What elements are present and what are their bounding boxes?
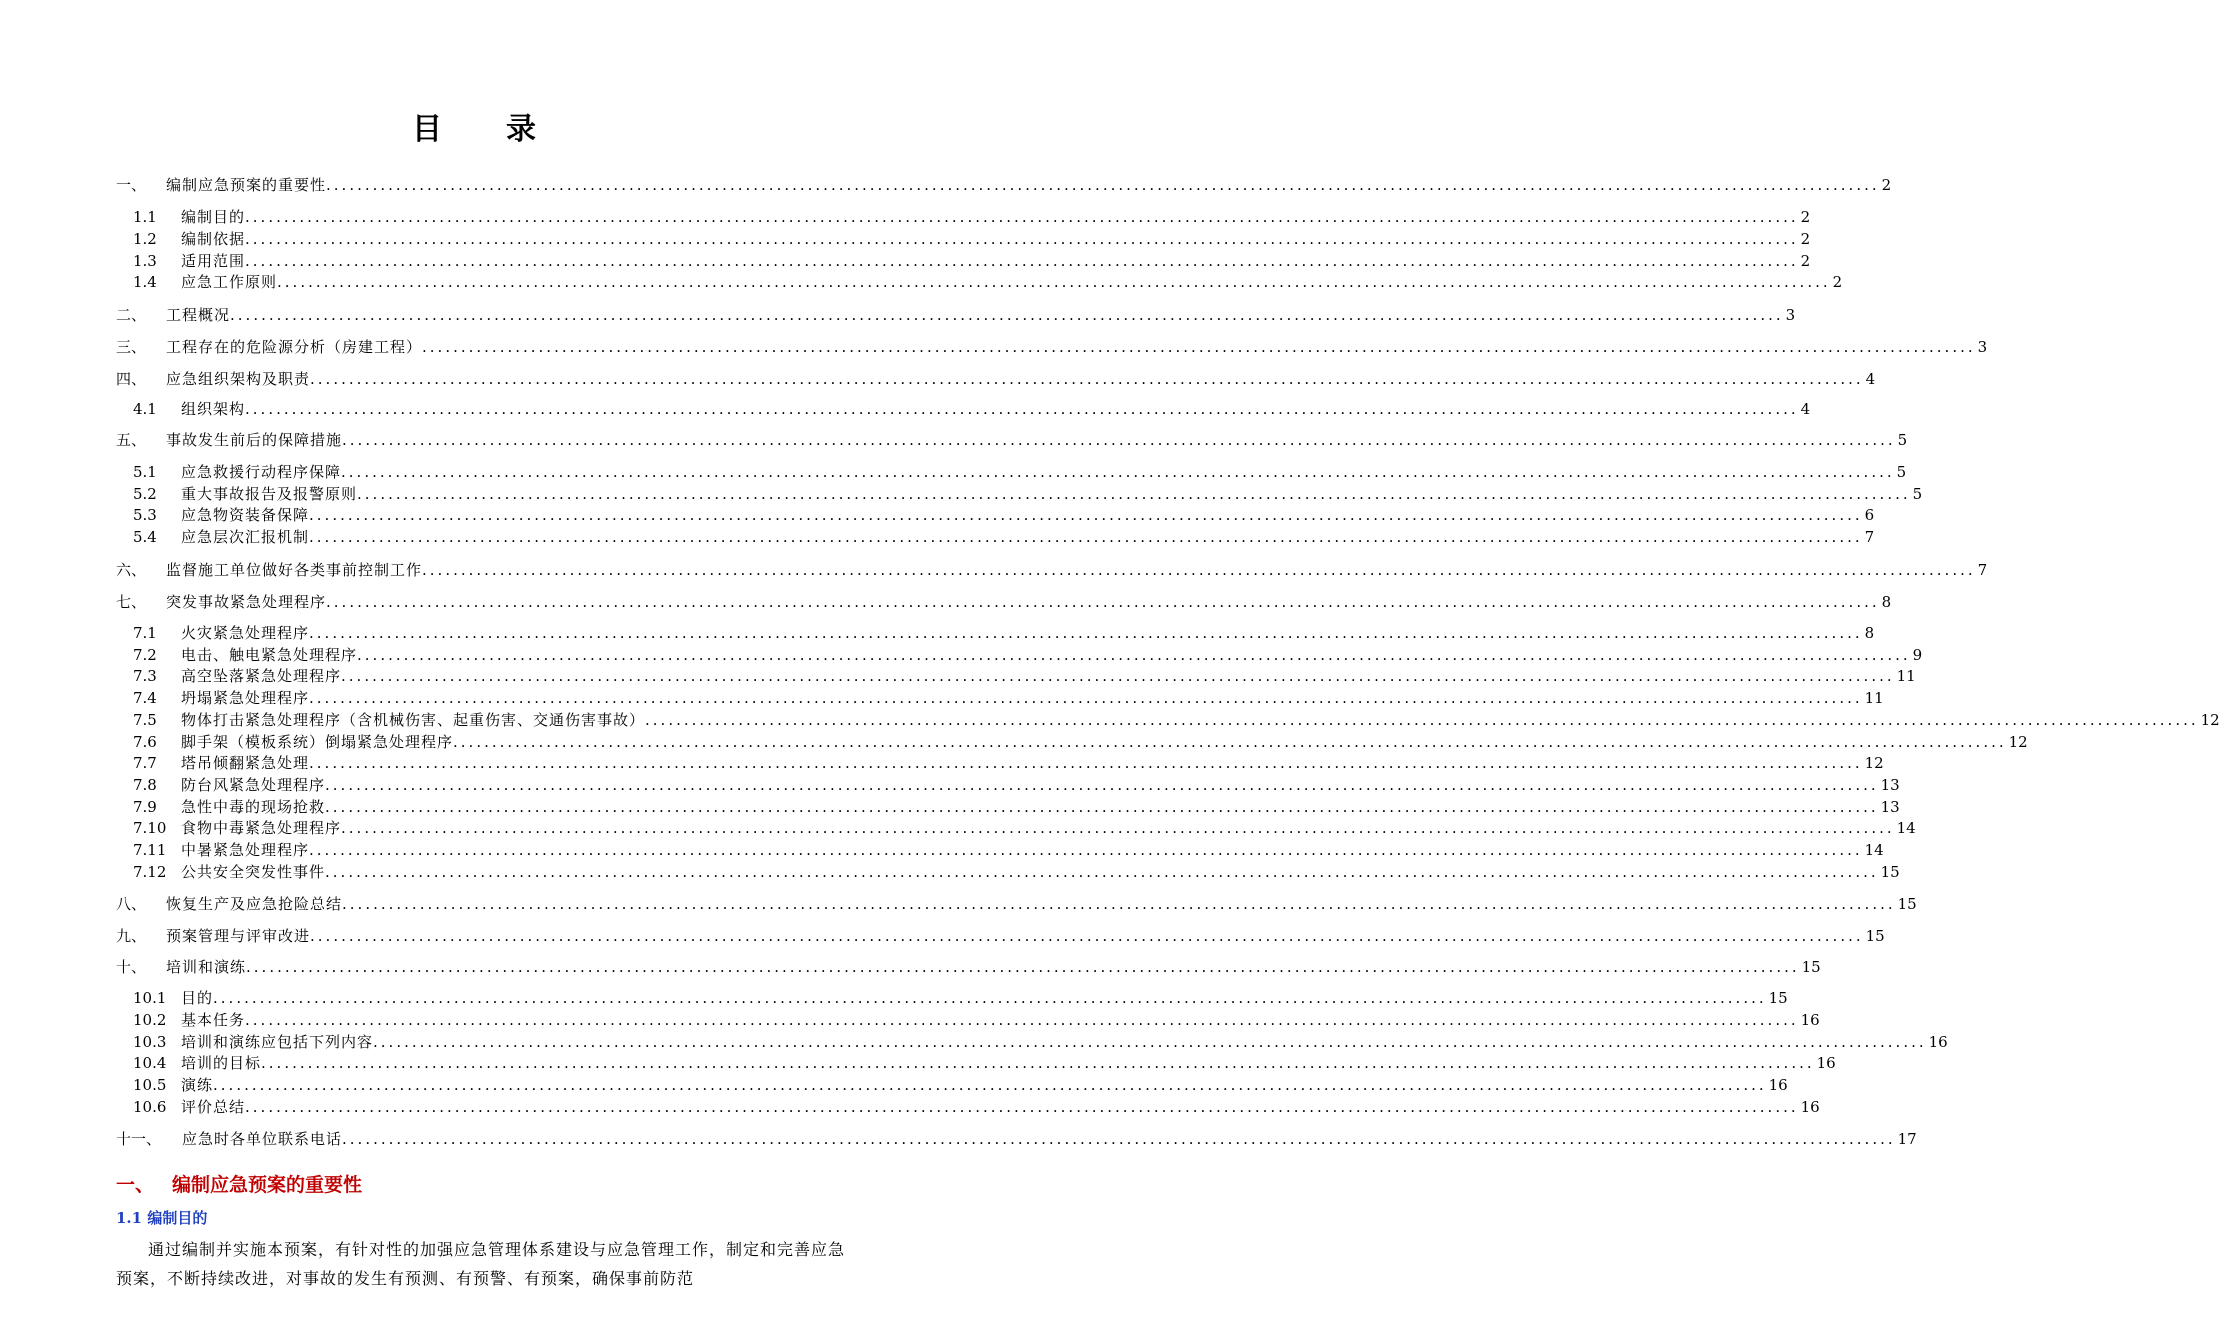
toc-entry[interactable] (116, 397, 1811, 419)
toc-entry-text: 应急救援行动程序保障 (181, 463, 342, 481)
toc-entry-text: 应急层次汇报机制 (181, 528, 310, 546)
toc-entry-number: 5.2 (133, 485, 157, 503)
toc-entry-page: 8 (1881, 593, 1892, 611)
toc-entry-number: 1.1 (133, 208, 157, 226)
body-paragraph: 通过编制并实施本预案，有针对性的加强应急管理体系建设与应急管理工作，制定和完善应急预案，不断持续改进，对事故的发生有预测、有预警、有预案，确保事前防范 (116, 1240, 846, 1288)
toc-entry-text: 培训的目标 (181, 1054, 262, 1072)
toc-leader-dots: ........................................................................................................................................................................................................ (277, 273, 1831, 291)
toc-entry-number: 7.2 (133, 646, 157, 664)
toc-entry[interactable] (116, 986, 1788, 1008)
toc-entry-page: 2 (1881, 176, 1892, 194)
toc-entry-text: 急性中毒的现场抢救 (181, 798, 326, 816)
toc-entry-text: 工程存在的危险源分析（房建工程） (166, 338, 423, 356)
toc-leader-dots: ........................................................................................................................................................................................................ (245, 1098, 1799, 1116)
toc-entry-text: 演练 (181, 1076, 214, 1094)
toc-title-char-1: 目 (412, 112, 444, 147)
toc-entry-page: 16 (1800, 1011, 1820, 1029)
toc-entry-text: 中暑紧急处理程序 (181, 841, 310, 859)
toc-leader-dots: ........................................................................................................................................................................................................ (230, 306, 1784, 324)
toc-entry-number: 五、 (116, 431, 147, 449)
toc-entry[interactable] (116, 303, 1796, 325)
toc-entry-text: 食物中毒紧急处理程序 (181, 819, 342, 837)
toc-entry-page: 11 (1896, 667, 1916, 685)
toc-entry[interactable] (116, 227, 1811, 249)
toc-entry-page: 7 (1977, 561, 1988, 579)
toc-entry[interactable] (116, 428, 1908, 450)
toc-entry-page: 12 (2200, 711, 2220, 729)
toc-leader-dots: ........................................................................................................................................................................................................ (342, 1130, 1896, 1148)
toc-leader-dots: ........................................................................................................................................................................................................ (342, 895, 1896, 913)
toc-entry-number: 四、 (116, 370, 147, 388)
toc-entry-text: 适用范围 (181, 252, 246, 270)
toc-leader-dots: ........................................................................................................................................................................................................ (309, 754, 1863, 772)
toc-title (0, 104, 950, 148)
toc-entry-page: 15 (1897, 895, 1917, 913)
toc-leader-dots: ........................................................................................................................................................................................................ (453, 733, 2007, 751)
toc-entry[interactable] (116, 664, 1916, 686)
toc-entry-page: 9 (1912, 646, 1923, 664)
section-number: 一、 (116, 1174, 155, 1196)
toc-entry-page: 14 (1896, 819, 1916, 837)
toc-entry-number: 4.1 (133, 400, 157, 418)
toc-entry-page: 5 (1912, 485, 1923, 503)
toc-entry-text: 目的 (181, 989, 214, 1007)
toc-entry[interactable] (116, 816, 1916, 838)
toc-entry-text: 基本任务 (181, 1011, 246, 1029)
toc-entry-number: 7.9 (133, 798, 157, 816)
toc-entry-page: 13 (1880, 776, 1900, 794)
toc-entry-number: 10.5 (133, 1076, 167, 1094)
toc-leader-dots: ........................................................................................................................................................................................................ (245, 252, 1799, 270)
toc-entry-text: 电击、触电紧急处理程序 (181, 646, 358, 664)
subsection-heading: 1.1 编制目的 (116, 1209, 208, 1227)
toc-entry-page: 2 (1832, 273, 1843, 291)
toc-entry-number: 7.5 (133, 711, 157, 729)
toc-leader-dots: ........................................................................................................................................................................................................ (309, 528, 1863, 546)
toc-entry-text: 突发事故紧急处理程序 (166, 593, 327, 611)
toc-entry[interactable] (116, 621, 1875, 643)
toc-entry-number: 5.4 (133, 528, 157, 546)
toc-entry[interactable] (116, 838, 1884, 860)
toc-entry-text: 培训和演练 (166, 958, 247, 976)
toc-entry[interactable] (116, 460, 1907, 482)
toc-leader-dots: ........................................................................................................................................................................................................ (357, 646, 1911, 664)
toc-entry-page: 5 (1897, 431, 1908, 449)
toc-leader-dots: ........................................................................................................................................................................................................ (326, 176, 1880, 194)
toc-leader-dots: ........................................................................................................................................................................................................ (373, 1033, 1927, 1051)
toc-entry-text: 物体打击紧急处理程序（含机械伤害、起重伤害、交通伤害事故） (181, 711, 646, 729)
toc-title-char-2: 录 (506, 112, 538, 147)
toc-entry-number: 7.1 (133, 624, 157, 642)
toc-entry-number: 7.7 (133, 754, 157, 772)
toc-entry-text: 重大事故报告及报警原则 (181, 485, 358, 503)
toc-entry-text: 预案管理与评审改进 (166, 927, 311, 945)
toc-leader-dots: ........................................................................................................................................................................................................ (422, 561, 1976, 579)
toc-leader-dots: ........................................................................................................................................................................................................ (310, 370, 1864, 388)
toc-leader-dots: ........................................................................................................................................................................................................ (341, 819, 1895, 837)
toc-entry-text: 脚手架（模板系统）倒塌紧急处理程序 (181, 733, 454, 751)
toc-entry-number: 三、 (116, 338, 147, 356)
toc-entry-number: 7.4 (133, 689, 157, 707)
toc-entry[interactable] (116, 955, 1821, 977)
toc-entry-number: 7.3 (133, 667, 157, 685)
toc-entry[interactable] (116, 482, 1923, 504)
toc-entry[interactable] (116, 367, 1876, 389)
toc-leader-dots: ........................................................................................................................................................................................................ (325, 863, 1879, 881)
toc-leader-dots: ........................................................................................................................................................................................................ (645, 711, 2199, 729)
toc-leader-dots: ........................................................................................................................................................................................................ (245, 230, 1799, 248)
toc-entry-page: 15 (1880, 863, 1900, 881)
toc-entry-number: 二、 (116, 306, 147, 324)
toc-leader-dots: ........................................................................................................................................................................................................ (341, 463, 1895, 481)
toc-entry-number: 八、 (116, 895, 147, 913)
toc-entry-text: 应急组织架构及职责 (166, 370, 311, 388)
toc-entry[interactable] (116, 1127, 1917, 1149)
toc-entry[interactable] (116, 686, 1884, 708)
toc-entry-text: 坍塌紧急处理程序 (181, 689, 310, 707)
toc-leader-dots: ........................................................................................................................................................................................................ (245, 400, 1799, 418)
toc-leader-dots: ........................................................................................................................................................................................................ (422, 338, 1976, 356)
toc-entry-text: 应急工作原则 (181, 273, 278, 291)
toc-entry-text: 火灾紧急处理程序 (181, 624, 310, 642)
toc-entry-page: 12 (1864, 754, 1884, 772)
toc-leader-dots: ........................................................................................................................................................................................................ (213, 1076, 1767, 1094)
toc-entry-page: 4 (1800, 400, 1811, 418)
toc-entry-number: 10.4 (133, 1054, 167, 1072)
toc-leader-dots: ........................................................................................................................................................................................................ (245, 1011, 1799, 1029)
toc-entry[interactable] (116, 525, 1875, 547)
toc-entry[interactable] (116, 751, 1884, 773)
toc-entry-page: 17 (1897, 1130, 1917, 1148)
toc-entry-text: 塔吊倾翻紧急处理 (181, 754, 310, 772)
toc-leader-dots: ........................................................................................................................................................................................................ (261, 1054, 1815, 1072)
section-title: 编制应急预案的重要性 (172, 1174, 363, 1196)
toc-leader-dots: ........................................................................................................................................................................................................ (342, 431, 1896, 449)
toc-leader-dots: ........................................................................................................................................................................................................ (309, 624, 1863, 642)
toc-entry-number: 7.11 (133, 841, 167, 859)
toc-entry-text: 工程概况 (166, 306, 231, 324)
toc-entry[interactable] (116, 335, 1988, 357)
toc-entry-page: 3 (1977, 338, 1988, 356)
toc-entry-number: 七、 (116, 593, 147, 611)
toc-entry-number: 1.2 (133, 230, 157, 248)
toc-leader-dots: ........................................................................................................................................................................................................ (310, 927, 1864, 945)
toc-entry-number: 10.1 (133, 989, 167, 1007)
toc-entry-number: 10.3 (133, 1033, 167, 1051)
toc-entry-number: 5.1 (133, 463, 157, 481)
toc-entry-page: 13 (1880, 798, 1900, 816)
toc-entry-text: 恢复生产及应急抢险总结 (166, 895, 343, 913)
toc-leader-dots: ........................................................................................................................................................................................................ (246, 958, 1800, 976)
toc-entry[interactable] (116, 249, 1811, 271)
toc-entry-number: 7.10 (133, 819, 167, 837)
toc-leader-dots: ........................................................................................................................................................................................................ (309, 841, 1863, 859)
toc-entry-page: 15 (1865, 927, 1885, 945)
toc-entry-page: 7 (1864, 528, 1875, 546)
toc-entry-number: 10.2 (133, 1011, 167, 1029)
toc-entry-page: 16 (1768, 1076, 1788, 1094)
toc-entry-page: 3 (1785, 306, 1796, 324)
toc-entry-text: 防台风紧急处理程序 (181, 776, 326, 794)
section-heading (116, 1170, 362, 1197)
toc-entry-number: 六、 (116, 561, 147, 579)
toc-entry-page: 5 (1896, 463, 1907, 481)
toc-entry-text: 应急时各单位联系电话 (182, 1130, 343, 1148)
toc-entry[interactable] (116, 590, 1892, 612)
toc-entry[interactable] (116, 1008, 1820, 1030)
toc-entry-text: 事故发生前后的保障措施 (166, 431, 343, 449)
toc-entry-text: 公共安全突发性事件 (181, 863, 326, 881)
toc-entry[interactable] (116, 892, 1917, 914)
toc-entry-page: 14 (1864, 841, 1884, 859)
toc-entry[interactable] (116, 270, 1843, 292)
toc-entry[interactable] (116, 730, 2028, 752)
toc-entry-number: 7.6 (133, 733, 157, 751)
toc-leader-dots: ........................................................................................................................................................................................................ (357, 485, 1911, 503)
toc-entry-page: 6 (1864, 506, 1875, 524)
toc-entry-number: 1.4 (133, 273, 157, 291)
toc-entry[interactable] (116, 1051, 1836, 1073)
toc-entry-number: 九、 (116, 927, 147, 945)
toc-entry-page: 11 (1864, 689, 1884, 707)
toc-entry[interactable] (116, 205, 1811, 227)
toc-entry-text: 编制依据 (181, 230, 246, 248)
toc-entry[interactable] (116, 173, 1892, 195)
toc-entry-page: 8 (1864, 624, 1875, 642)
toc-leader-dots: ........................................................................................................................................................................................................ (309, 506, 1863, 524)
toc-leader-dots: ........................................................................................................................................................................................................ (245, 208, 1799, 226)
toc-entry-page: 16 (1928, 1033, 1948, 1051)
toc-entry-number: 5.3 (133, 506, 157, 524)
toc-leader-dots: ........................................................................................................................................................................................................ (325, 798, 1879, 816)
toc-entry-number: 十一、 (116, 1130, 162, 1148)
toc-leader-dots: ........................................................................................................................................................................................................ (326, 593, 1880, 611)
toc-entry-number: 7.12 (133, 863, 167, 881)
toc-entry[interactable] (116, 795, 1900, 817)
toc-entry[interactable] (116, 1095, 1820, 1117)
toc-entry[interactable] (116, 503, 1875, 525)
toc-leader-dots: ........................................................................................................................................................................................................ (341, 667, 1895, 685)
toc-entry-number: 十、 (116, 958, 147, 976)
toc-entry-page: 2 (1800, 230, 1811, 248)
toc-entry[interactable] (116, 860, 1900, 882)
toc-entry-page: 4 (1865, 370, 1876, 388)
toc-entry-text: 培训和演练应包括下列内容 (181, 1033, 374, 1051)
toc-leader-dots: ........................................................................................................................................................................................................ (213, 989, 1767, 1007)
toc-entry[interactable] (116, 924, 1885, 946)
toc-entry-number: 7.8 (133, 776, 157, 794)
toc-entry-page: 12 (2008, 733, 2028, 751)
toc-entry-text: 监督施工单位做好各类事前控制工作 (166, 561, 423, 579)
toc-entry[interactable] (116, 558, 1988, 580)
toc-entry-number: 一、 (116, 176, 147, 194)
toc-entry-text: 应急物资装备保障 (181, 506, 310, 524)
toc-entry-page: 15 (1801, 958, 1821, 976)
toc-entry-page: 15 (1768, 989, 1788, 1007)
toc-entry[interactable] (116, 643, 1923, 665)
toc-entry-number: 1.3 (133, 252, 157, 270)
toc-entry[interactable] (116, 708, 2220, 730)
toc-entry[interactable] (116, 773, 1900, 795)
toc-entry-page: 16 (1816, 1054, 1836, 1072)
toc-entry[interactable] (116, 1073, 1788, 1095)
toc-entry-text: 高空坠落紧急处理程序 (181, 667, 342, 685)
toc-entry-page: 16 (1800, 1098, 1820, 1116)
toc-entry-text: 组织架构 (181, 400, 246, 418)
toc-leader-dots: ........................................................................................................................................................................................................ (309, 689, 1863, 707)
toc-entry-number: 10.6 (133, 1098, 167, 1116)
toc-entry-text: 编制应急预案的重要性 (166, 176, 327, 194)
toc-entry-page: 2 (1800, 208, 1811, 226)
toc-entry-page: 2 (1800, 252, 1811, 270)
toc-entry[interactable] (116, 1030, 1948, 1052)
toc-leader-dots: ........................................................................................................................................................................................................ (325, 776, 1879, 794)
toc-entry-text: 编制目的 (181, 208, 246, 226)
toc-entry-text: 评价总结 (181, 1098, 246, 1116)
